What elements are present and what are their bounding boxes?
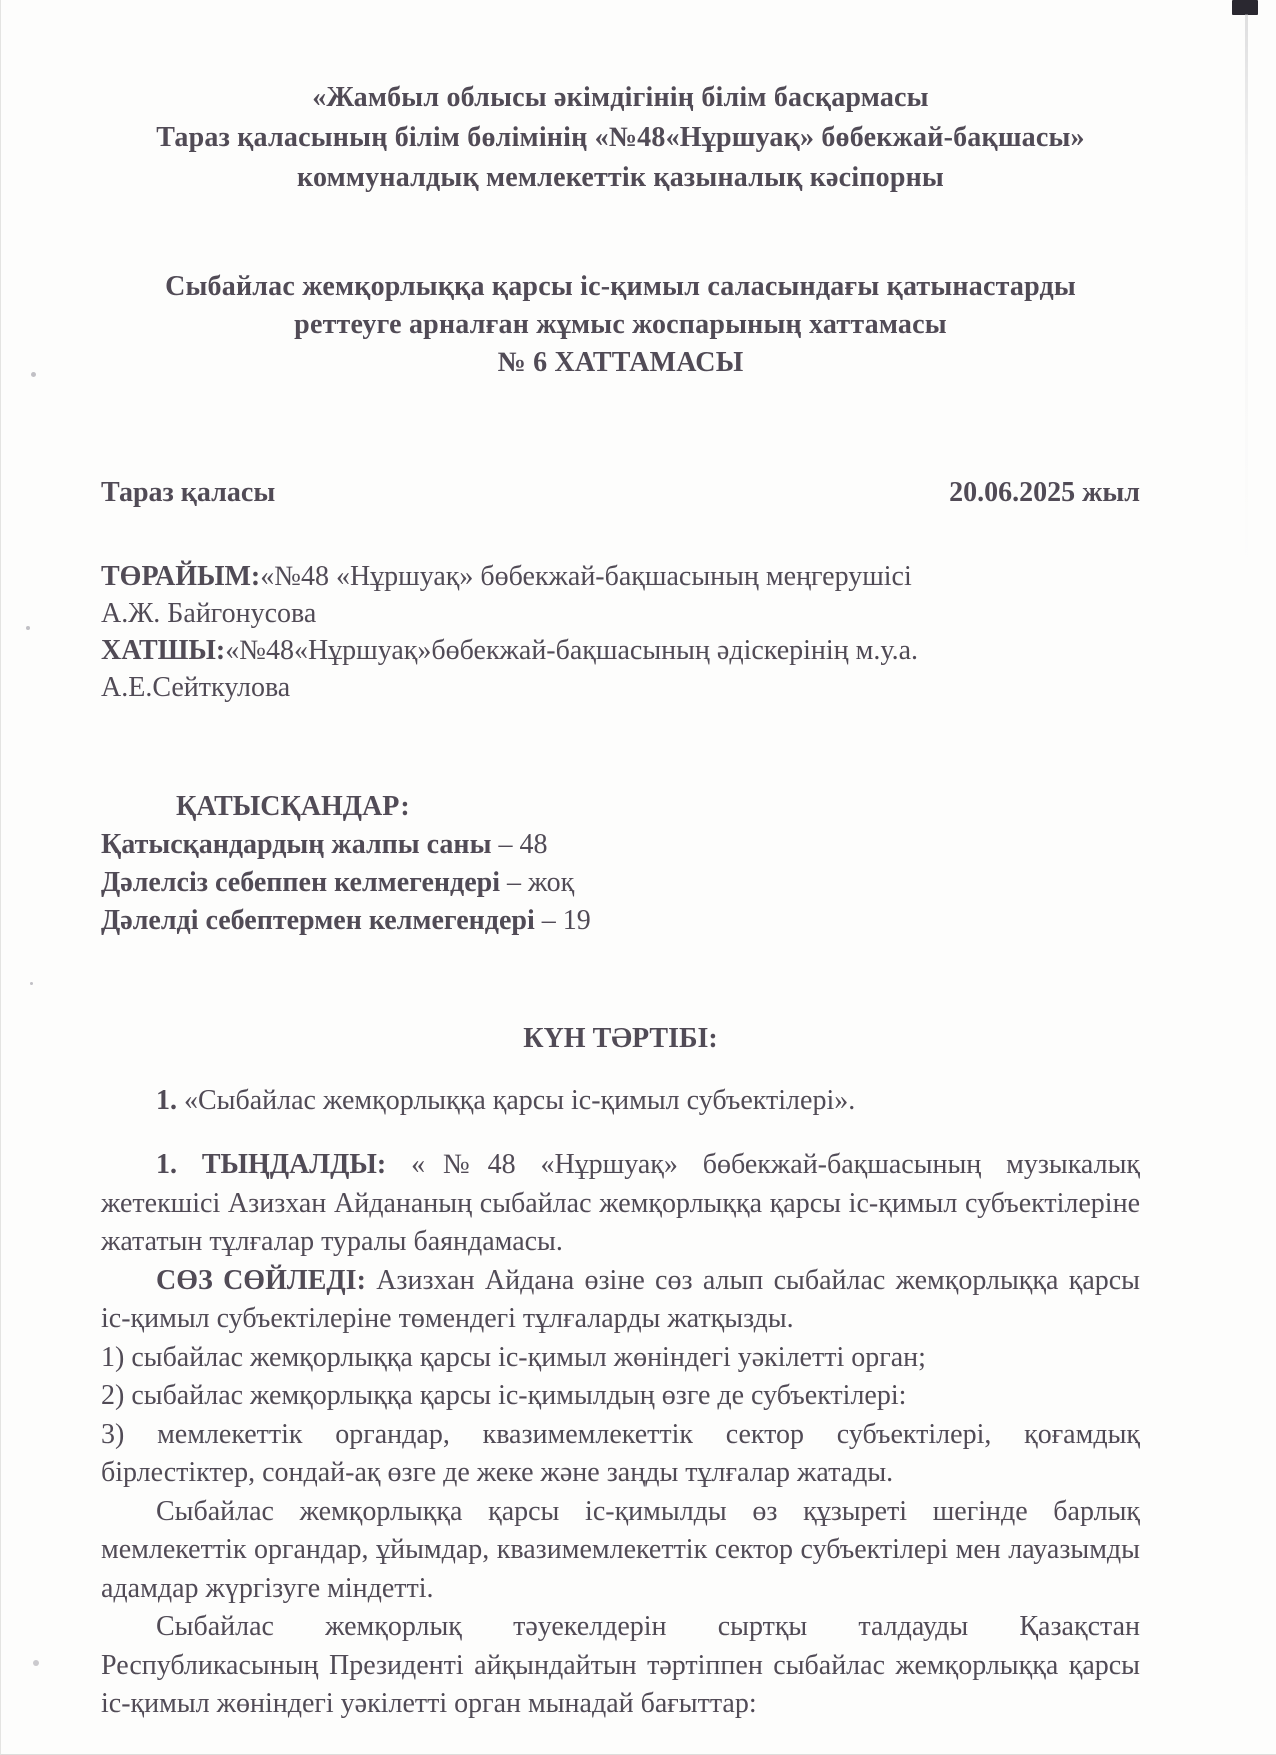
spoke-label: СӨЗ СӨЙЛЕДІ:: [156, 1264, 366, 1296]
chairperson-name: А.Ж. Байгонусова: [101, 598, 317, 629]
organization-header-line: Тараз қаласының білім бөлімінің «№48«Нұршуақ» бөбекжай-бақшасы»: [156, 122, 1085, 153]
organization-header-line: коммуналдық мемлекеттік қазыналық кәсіпорны: [296, 162, 944, 193]
scan-artifact-speck: [31, 372, 36, 377]
scan-artifact-speck: [33, 1660, 39, 1666]
scan-artifact-corner-mark: [1232, 0, 1258, 15]
secretary-title: «№48«Нұршуақ»бөбекжай-бақшасының әдіскерінің м.у.а.: [225, 635, 919, 666]
attendees-heading: ҚАТЫСҚАНДАР:: [176, 791, 410, 822]
secretary-name: А.Е.Сейткулова: [101, 672, 291, 703]
spoke-paragraph: [101, 1262, 1140, 1339]
body-paragraph: Сыбайлас жемқорлық тәуекелдерін сыртқы талдауды Қазақстан Республикасының Президенті айқындайтын тәртіппен сыбайлас жемқорлыққа қарсы іс-қимыл жөніндегі уәкілетті орган мынадай бағыттар:: [101, 1611, 1140, 1719]
body-paragraph: Сыбайлас жемқорлыққа қарсы іс-қимылды өз құзыреті шегінде барлық мемлекеттік органдар, ұйымдар, квазимемлекеттік сектор субъектілері мен лауазымды адамдар жүргізуге міндетті.: [101, 1495, 1140, 1604]
scan-artifact-speck: [26, 626, 30, 630]
date-label: 20.06.2025 жыл: [949, 477, 1140, 508]
agenda-item-text: «Сыбайлас жемқорлыққа қарсы іс-қимыл субъектілері».: [177, 1085, 856, 1116]
attendees-row-value: – 48: [491, 829, 548, 860]
attendees-row-value: – жоқ: [500, 867, 575, 898]
meta-row: [101, 474, 1140, 512]
protocol-title-line: реттеуге арналған жұмыс жоспарының хаттамасы: [294, 309, 947, 340]
officials-block: [101, 558, 1140, 706]
attendees-row: [101, 864, 1140, 902]
heard-label: 1. ТЫҢДАЛДЫ:: [156, 1149, 387, 1180]
agenda-item-number: 1.: [156, 1085, 177, 1116]
scan-artifact-speck: [30, 982, 33, 985]
list-item: 1) сыбайлас жемқорлыққа қарсы іс-қимыл жөніндегі уәкілетті орган;: [101, 1341, 926, 1373]
agenda-item: [101, 1082, 1140, 1120]
protocol-title: [101, 268, 1140, 382]
attendees-row-value: – 19: [534, 905, 591, 936]
secretary-label: ХАТШЫ:: [101, 635, 226, 666]
scan-artifact-edge-shadow: [1245, 14, 1248, 569]
protocol-title-line: Сыбайлас жемқорлыққа қарсы іс-қимыл саласындағы қатынастарды: [165, 271, 1076, 302]
heard-text: «№48 «Нұршуақ» бөбекжай-бақшасының музыкалық жетекшісі Азизхан Айдананың сыбайлас жемқорлыққа қарсы іс-қимыл субъектілеріне жататын тұлғалар туралы баяндамасы.: [101, 1149, 1140, 1257]
attendees-row-label: Дәлелді себептермен келмегендері: [101, 905, 535, 936]
spoke-text: Азизхан Айдана өзіне сөз алып сыбайлас жемқорлыққа қарсы іс-қимыл субъектілеріне төмендегі тұлғаларды жатқызды.: [101, 1264, 1140, 1334]
agenda-heading: КҮН ТӘРТІБІ:: [523, 1023, 718, 1054]
list-item: 2) сыбайлас жемқорлыққа қарсы іс-қимылдың өзге де субъектілері:: [101, 1380, 907, 1411]
secretary-line: [101, 632, 1140, 669]
attendees-row: [101, 902, 1140, 940]
organization-header-line: «Жамбыл облысы әкімдігінің білім басқармасы: [312, 82, 929, 113]
protocol-body: [101, 1146, 1140, 1724]
chairperson-title: «№48 «Нұршуақ» бөбекжай-бақшасының меңгерушісі: [260, 561, 912, 592]
attendees-block: [101, 788, 1140, 940]
protocol-number: № 6 ХАТТАМАСЫ: [497, 347, 744, 378]
attendees-row: [101, 826, 1140, 864]
chairperson-line: [101, 558, 1140, 595]
organization-header: [101, 78, 1140, 198]
chairperson-label: ТӨРАЙЫМ:: [101, 561, 261, 592]
attendees-row-label: Қатысқандардың жалпы саны: [101, 829, 492, 860]
city-label: Тараз қаласы: [101, 477, 276, 508]
heard-paragraph: [101, 1146, 1140, 1262]
attendees-row-label: Дәлелсіз себеппен келмегендері: [101, 867, 500, 898]
list-item: 3) мемлекеттік органдар, квазимемлекеттік сектор субъектілері, қоғамдық бірлестіктер, сондай-ақ өзге де жеке және заңды тұлғалар жатады.: [101, 1418, 1140, 1488]
